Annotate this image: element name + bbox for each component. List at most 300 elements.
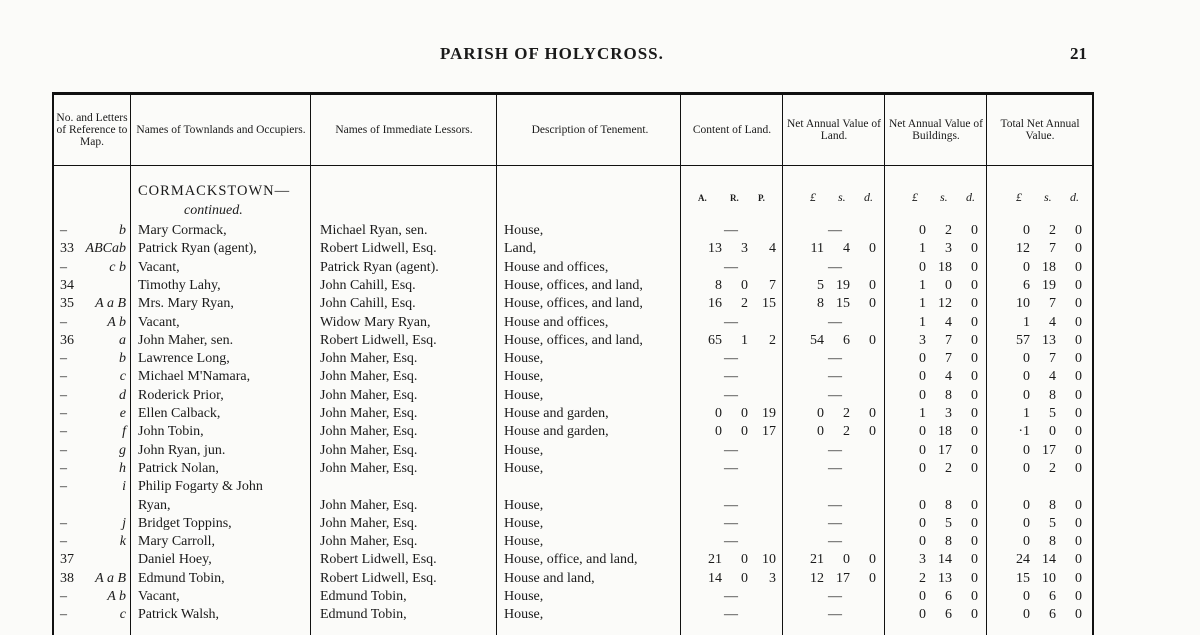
- tot-value: 8: [1049, 387, 1056, 403]
- ref-number: –: [60, 442, 67, 458]
- tot-value: 0: [1023, 515, 1030, 531]
- bld-value: 17: [938, 442, 952, 458]
- lessor-name: John Maher, Esq.: [320, 351, 418, 367]
- ref-number: –: [60, 589, 67, 604]
- header-buildings-value: Net Annual Value of Buildings.: [888, 118, 983, 142]
- content-value: 8: [715, 277, 722, 293]
- bld-value: 8: [945, 387, 952, 403]
- ref-letters: a: [119, 332, 126, 348]
- content-value: 4: [769, 241, 776, 257]
- bld-value: 3: [919, 552, 926, 568]
- land-value: 17: [836, 570, 850, 586]
- content-value: 19: [762, 406, 776, 421]
- table-row: [54, 314, 1092, 332]
- table-row: [54, 606, 1092, 624]
- bld-value: 3: [919, 332, 926, 348]
- table-row: [54, 405, 1092, 423]
- lessor-name: Widow Mary Ryan,: [320, 314, 431, 330]
- occupier-name: Patrick Nolan,: [138, 460, 219, 476]
- table-row: [54, 332, 1092, 350]
- tot-value: 0: [1023, 607, 1030, 623]
- ref-letters: A a B: [95, 570, 126, 586]
- land-value: 5: [817, 277, 824, 293]
- table-row: [54, 478, 1092, 496]
- content-value: 17: [762, 424, 776, 440]
- occupier-name: Mary Carroll,: [138, 534, 215, 550]
- bld-value: 0: [971, 241, 978, 257]
- tot-value: 0: [1049, 424, 1056, 440]
- ref-letters: k: [119, 534, 126, 550]
- bld-value: 0: [919, 534, 926, 550]
- lessor-name: John Maher, Esq.: [320, 442, 418, 458]
- occupier-name: Mrs. Mary Ryan,: [138, 296, 234, 312]
- land-value: 0: [869, 332, 876, 348]
- townland-name: CORMACKSTOWN—: [138, 183, 291, 199]
- content-value: 0: [715, 424, 722, 440]
- bld-value: 0: [919, 424, 926, 440]
- table-row: [54, 387, 1092, 405]
- tot-value: 0: [1075, 241, 1082, 257]
- occupier-name: Vacant,: [138, 314, 180, 330]
- bld-value: 18: [938, 424, 952, 440]
- unit-perches: P.: [758, 193, 765, 203]
- bld-value: 3: [945, 406, 952, 421]
- tot-value: 14: [1042, 552, 1056, 568]
- table-row: [54, 368, 1092, 386]
- ref-number: –: [60, 259, 67, 275]
- lessor-name: Edmund Tobin,: [320, 589, 407, 604]
- content-value: 0: [741, 552, 748, 568]
- tenement-description: House, office, and land,: [504, 552, 638, 568]
- content-dash: —: [724, 534, 738, 550]
- tot-value: 0: [1023, 387, 1030, 403]
- lessor-name: Robert Lidwell, Esq.: [320, 332, 437, 348]
- occupier-name: Roderick Prior,: [138, 387, 224, 403]
- tot-value: 4: [1049, 314, 1056, 330]
- tot-value: 0: [1075, 387, 1082, 403]
- bld-value: 0: [971, 351, 978, 367]
- lessor-name: Robert Lidwell, Esq.: [320, 552, 437, 568]
- occupier-name: Edmund Tobin,: [138, 570, 225, 586]
- unit-pence: d.: [1070, 190, 1079, 204]
- land-value: 12: [810, 570, 824, 586]
- table-row: [54, 277, 1092, 295]
- occupier-name: John Maher, sen.: [138, 332, 234, 348]
- land-dash: —: [828, 259, 842, 275]
- land-dash: —: [828, 351, 842, 367]
- table-row: [54, 350, 1092, 368]
- tot-value: 0: [1023, 351, 1030, 367]
- tenement-description: House and garden,: [504, 424, 609, 440]
- bld-value: 6: [945, 607, 952, 623]
- tenement-description: House,: [504, 589, 544, 604]
- bld-value: 0: [971, 406, 978, 421]
- tot-value: 0: [1075, 277, 1082, 293]
- bld-value: 14: [938, 552, 952, 568]
- lessor-name: John Maher, Esq.: [320, 534, 418, 550]
- bld-value: 0: [971, 515, 978, 531]
- land-value: 21: [810, 552, 824, 568]
- content-dash: —: [724, 351, 738, 367]
- land-value: 0: [869, 406, 876, 421]
- tenement-description: House and garden,: [504, 406, 609, 421]
- lessor-name: Patrick Ryan (agent).: [320, 259, 439, 275]
- ref-letters: A b: [107, 314, 126, 330]
- content-dash: —: [724, 607, 738, 623]
- tot-value: 4: [1049, 369, 1056, 385]
- content-value: 0: [741, 277, 748, 293]
- bld-value: 2: [945, 460, 952, 476]
- ref-number: 37: [60, 552, 74, 568]
- ref-letters: b: [119, 223, 126, 238]
- lessor-name: John Maher, Esq.: [320, 497, 418, 513]
- occupier-name: Ryan,: [138, 497, 171, 513]
- ref-number: 35: [60, 296, 74, 312]
- tot-value: 0: [1075, 570, 1082, 586]
- bld-value: 1: [919, 277, 926, 293]
- valuation-table: [52, 92, 1094, 635]
- bld-value: 7: [945, 332, 952, 348]
- lessor-name: John Cahill, Esq.: [320, 296, 416, 312]
- content-value: 10: [762, 552, 776, 568]
- bld-value: 0: [971, 607, 978, 623]
- ref-letters: f: [122, 424, 126, 440]
- content-dash: —: [724, 259, 738, 275]
- tot-value: 0: [1023, 442, 1030, 458]
- content-value: 1: [741, 332, 748, 348]
- tot-value: 0: [1023, 369, 1030, 385]
- land-dash: —: [828, 515, 842, 531]
- ref-number: 38: [60, 570, 74, 586]
- unit-pounds: £: [810, 190, 816, 204]
- bld-value: 2: [945, 223, 952, 238]
- land-value: 4: [843, 241, 850, 257]
- land-value: 0: [869, 241, 876, 257]
- bld-value: 0: [919, 223, 926, 238]
- ref-number: 33: [60, 241, 74, 257]
- tot-value: 0: [1023, 497, 1030, 513]
- land-dash: —: [828, 460, 842, 476]
- bld-value: 3: [945, 241, 952, 257]
- ref-number: –: [60, 351, 67, 367]
- land-value: 11: [810, 241, 824, 257]
- occupier-name: Vacant,: [138, 259, 180, 275]
- tot-value: 7: [1049, 351, 1056, 367]
- tot-value: 0: [1023, 589, 1030, 604]
- tenement-description: Land,: [504, 241, 537, 257]
- tenement-description: House,: [504, 534, 544, 550]
- bld-value: 0: [919, 351, 926, 367]
- content-value: 14: [708, 570, 722, 586]
- land-value: 6: [843, 332, 850, 348]
- table-row: [54, 515, 1092, 533]
- occupier-name: Daniel Hoey,: [138, 552, 212, 568]
- lessor-name: John Maher, Esq.: [320, 515, 418, 531]
- tot-value: 2: [1049, 460, 1056, 476]
- tot-value: 0: [1075, 552, 1082, 568]
- land-dash: —: [828, 314, 842, 330]
- tot-value: 0: [1075, 607, 1082, 623]
- unit-pence: d.: [864, 190, 873, 204]
- content-value: 3: [769, 570, 776, 586]
- bld-value: 8: [945, 497, 952, 513]
- content-value: 21: [708, 552, 722, 568]
- table-row: [54, 222, 1092, 240]
- tot-value: 5: [1049, 515, 1056, 531]
- content-dash: —: [724, 589, 738, 604]
- table-row: [54, 295, 1092, 313]
- bld-value: 1: [919, 314, 926, 330]
- tot-value: 0: [1075, 534, 1082, 550]
- page-title: PARISH OF HOLYCROSS.: [440, 44, 664, 63]
- content-value: 65: [708, 332, 722, 348]
- tot-value: 8: [1049, 534, 1056, 550]
- tot-value: 0: [1075, 406, 1082, 421]
- tot-value: 0: [1075, 332, 1082, 348]
- ref-number: –: [60, 479, 67, 495]
- bld-value: 0: [971, 552, 978, 568]
- bld-value: 0: [945, 277, 952, 293]
- tot-value: 10: [1016, 296, 1030, 312]
- occupier-name: Vacant,: [138, 589, 180, 604]
- bld-value: 4: [945, 369, 952, 385]
- table-row: [54, 259, 1092, 277]
- ref-letters: A a B: [95, 296, 126, 312]
- ref-letters: h: [119, 460, 126, 476]
- tot-value: 6: [1049, 589, 1056, 604]
- land-dash: —: [828, 607, 842, 623]
- ref-letters: e: [119, 406, 126, 421]
- ref-number: –: [60, 460, 67, 476]
- tot-value: 0: [1075, 351, 1082, 367]
- bld-value: 13: [938, 570, 952, 586]
- content-dash: —: [724, 223, 738, 238]
- ref-number: 36: [60, 332, 74, 348]
- bld-value: 12: [938, 296, 952, 312]
- ref-letters: c: [119, 369, 126, 385]
- bld-value: 0: [919, 387, 926, 403]
- content-dash: —: [724, 460, 738, 476]
- table-row: [54, 570, 1092, 588]
- header-content: Content of Land.: [692, 124, 772, 136]
- bld-value: 0: [919, 497, 926, 513]
- townland-continued: continued.: [184, 203, 243, 218]
- land-dash: —: [828, 534, 842, 550]
- tot-value: 0: [1023, 223, 1030, 238]
- table-row: [54, 240, 1092, 258]
- tot-value: 0: [1075, 223, 1082, 238]
- ref-letters: i: [122, 479, 126, 495]
- occupier-name: Patrick Walsh,: [138, 607, 220, 623]
- content-value: 3: [741, 241, 748, 257]
- header-occupiers: Names of Townlands and Occupiers.: [136, 124, 306, 136]
- tot-value: 13: [1042, 332, 1056, 348]
- tot-value: 0: [1023, 259, 1030, 275]
- tot-value: 8: [1049, 497, 1056, 513]
- unit-pounds: £: [1016, 190, 1022, 204]
- occupier-name: Lawrence Long,: [138, 351, 230, 367]
- land-value: 0: [869, 424, 876, 440]
- tenement-description: House and offices,: [504, 314, 609, 330]
- tot-value: 1: [1023, 314, 1030, 330]
- content-value: 16: [708, 296, 722, 312]
- occupier-name: Timothy Lahy,: [138, 277, 221, 293]
- content-value: 0: [715, 406, 722, 421]
- tot-value: 12: [1016, 241, 1030, 257]
- tenement-description: House,: [504, 387, 544, 403]
- land-value: 2: [843, 424, 850, 440]
- content-value: 15: [762, 296, 776, 312]
- tot-value: 0: [1075, 589, 1082, 604]
- bld-value: 0: [919, 259, 926, 275]
- occupier-name: Michael M'Namara,: [138, 369, 251, 385]
- ref-number: –: [60, 515, 67, 531]
- land-dash: —: [828, 497, 842, 513]
- bld-value: 0: [971, 589, 978, 604]
- tot-value: 7: [1049, 241, 1056, 257]
- ref-letters: ABCab: [85, 241, 126, 257]
- bld-value: 7: [945, 351, 952, 367]
- tot-value: 10: [1042, 570, 1056, 586]
- bld-value: 1: [919, 406, 926, 421]
- tot-value: 57: [1016, 332, 1030, 348]
- land-value: 0: [817, 424, 824, 440]
- lessor-name: John Maher, Esq.: [320, 460, 418, 476]
- tot-value: 0: [1075, 296, 1082, 312]
- bld-value: 4: [945, 314, 952, 330]
- tenement-description: House and land,: [504, 570, 595, 586]
- tot-value: 0: [1075, 424, 1082, 440]
- bld-value: 5: [945, 515, 952, 531]
- occupier-name: Bridget Toppins,: [138, 515, 232, 531]
- bld-value: 0: [971, 277, 978, 293]
- bld-value: 0: [971, 497, 978, 513]
- tot-value: 0: [1075, 497, 1082, 513]
- ref-number: 34: [60, 277, 74, 293]
- lessor-name: John Maher, Esq.: [320, 406, 418, 421]
- land-value: 8: [817, 296, 824, 312]
- header-total-value: Total Net Annual Value.: [1000, 118, 1080, 142]
- bld-value: 18: [938, 259, 952, 275]
- bld-value: 2: [919, 570, 926, 586]
- header-lessors: Names of Immediate Lessors.: [335, 124, 473, 136]
- content-value: 2: [741, 296, 748, 312]
- bld-value: 0: [971, 460, 978, 476]
- bld-value: 0: [919, 369, 926, 385]
- bld-value: 0: [971, 570, 978, 586]
- lessor-name: John Maher, Esq.: [320, 424, 418, 440]
- content-dash: —: [724, 497, 738, 513]
- land-value: 0: [817, 406, 824, 421]
- land-value: 0: [869, 570, 876, 586]
- ref-number: –: [60, 223, 67, 238]
- tot-value: 0: [1075, 442, 1082, 458]
- tot-value: 0: [1075, 314, 1082, 330]
- bld-value: 0: [919, 607, 926, 623]
- content-value: 2: [769, 332, 776, 348]
- bld-value: 8: [945, 534, 952, 550]
- ref-letters: j: [122, 515, 126, 531]
- occupier-name: Mary Cormack,: [138, 223, 227, 238]
- content-dash: —: [724, 314, 738, 330]
- content-value: 0: [741, 570, 748, 586]
- table-row: [54, 442, 1092, 460]
- lessor-name: Robert Lidwell, Esq.: [320, 241, 437, 257]
- land-dash: —: [828, 589, 842, 604]
- table-row: [54, 533, 1092, 551]
- bld-value: 0: [919, 589, 926, 604]
- land-value: 0: [869, 552, 876, 568]
- bld-value: 0: [971, 223, 978, 238]
- bld-value: 0: [919, 460, 926, 476]
- tot-value: 0: [1023, 534, 1030, 550]
- tot-value: 18: [1042, 259, 1056, 275]
- tot-value: 0: [1075, 369, 1082, 385]
- bld-value: 6: [945, 589, 952, 604]
- land-dash: —: [828, 369, 842, 385]
- lessor-name: Michael Ryan, sen.: [320, 223, 428, 238]
- land-value: 2: [843, 406, 850, 421]
- tenement-description: House,: [504, 351, 544, 367]
- bld-value: 0: [971, 369, 978, 385]
- bld-value: 0: [919, 515, 926, 531]
- header-ref: No. and Letters of Reference to Map.: [56, 112, 128, 148]
- content-dash: —: [724, 442, 738, 458]
- content-value: 7: [769, 277, 776, 293]
- tot-value: 0: [1075, 259, 1082, 275]
- lessor-name: John Cahill, Esq.: [320, 277, 416, 293]
- header-land-value: Net Annual Value of Land.: [786, 118, 881, 142]
- tot-value: ·1: [1018, 424, 1030, 440]
- unit-shillings: s.: [940, 190, 948, 204]
- land-value: 54: [810, 332, 824, 348]
- ref-letters: c: [119, 607, 126, 623]
- tot-value: 7: [1049, 296, 1056, 312]
- content-dash: —: [724, 369, 738, 385]
- tenement-description: House,: [504, 460, 544, 476]
- unit-shillings: s.: [1044, 190, 1052, 204]
- tenement-description: House,: [504, 607, 544, 623]
- occupier-name: Ellen Calback,: [138, 406, 221, 421]
- bld-value: 0: [971, 296, 978, 312]
- bld-value: 0: [971, 259, 978, 275]
- unit-shillings: s.: [838, 190, 846, 204]
- bld-value: 0: [971, 424, 978, 440]
- tot-value: 15: [1016, 570, 1030, 586]
- tot-value: 6: [1023, 277, 1030, 293]
- tot-value: 2: [1049, 223, 1056, 238]
- tenement-description: House and offices,: [504, 259, 609, 275]
- land-dash: —: [828, 223, 842, 238]
- ref-letters: A b: [107, 589, 126, 604]
- land-value: 19: [836, 277, 850, 293]
- page-number: 21: [1070, 44, 1087, 63]
- content-value: 13: [708, 241, 722, 257]
- occupier-name: John Tobin,: [138, 424, 204, 440]
- table-row: [54, 497, 1092, 515]
- tenement-description: House,: [504, 497, 544, 513]
- ref-letters: c b: [109, 259, 126, 275]
- tenement-description: House,: [504, 515, 544, 531]
- lessor-name: John Maher, Esq.: [320, 387, 418, 403]
- bld-value: 0: [971, 387, 978, 403]
- tenement-description: House, offices, and land,: [504, 332, 643, 348]
- ref-number: –: [60, 314, 67, 330]
- lessor-name: Edmund Tobin,: [320, 607, 407, 623]
- bld-value: 1: [919, 241, 926, 257]
- ref-number: –: [60, 406, 67, 421]
- ref-letters: b: [119, 351, 126, 367]
